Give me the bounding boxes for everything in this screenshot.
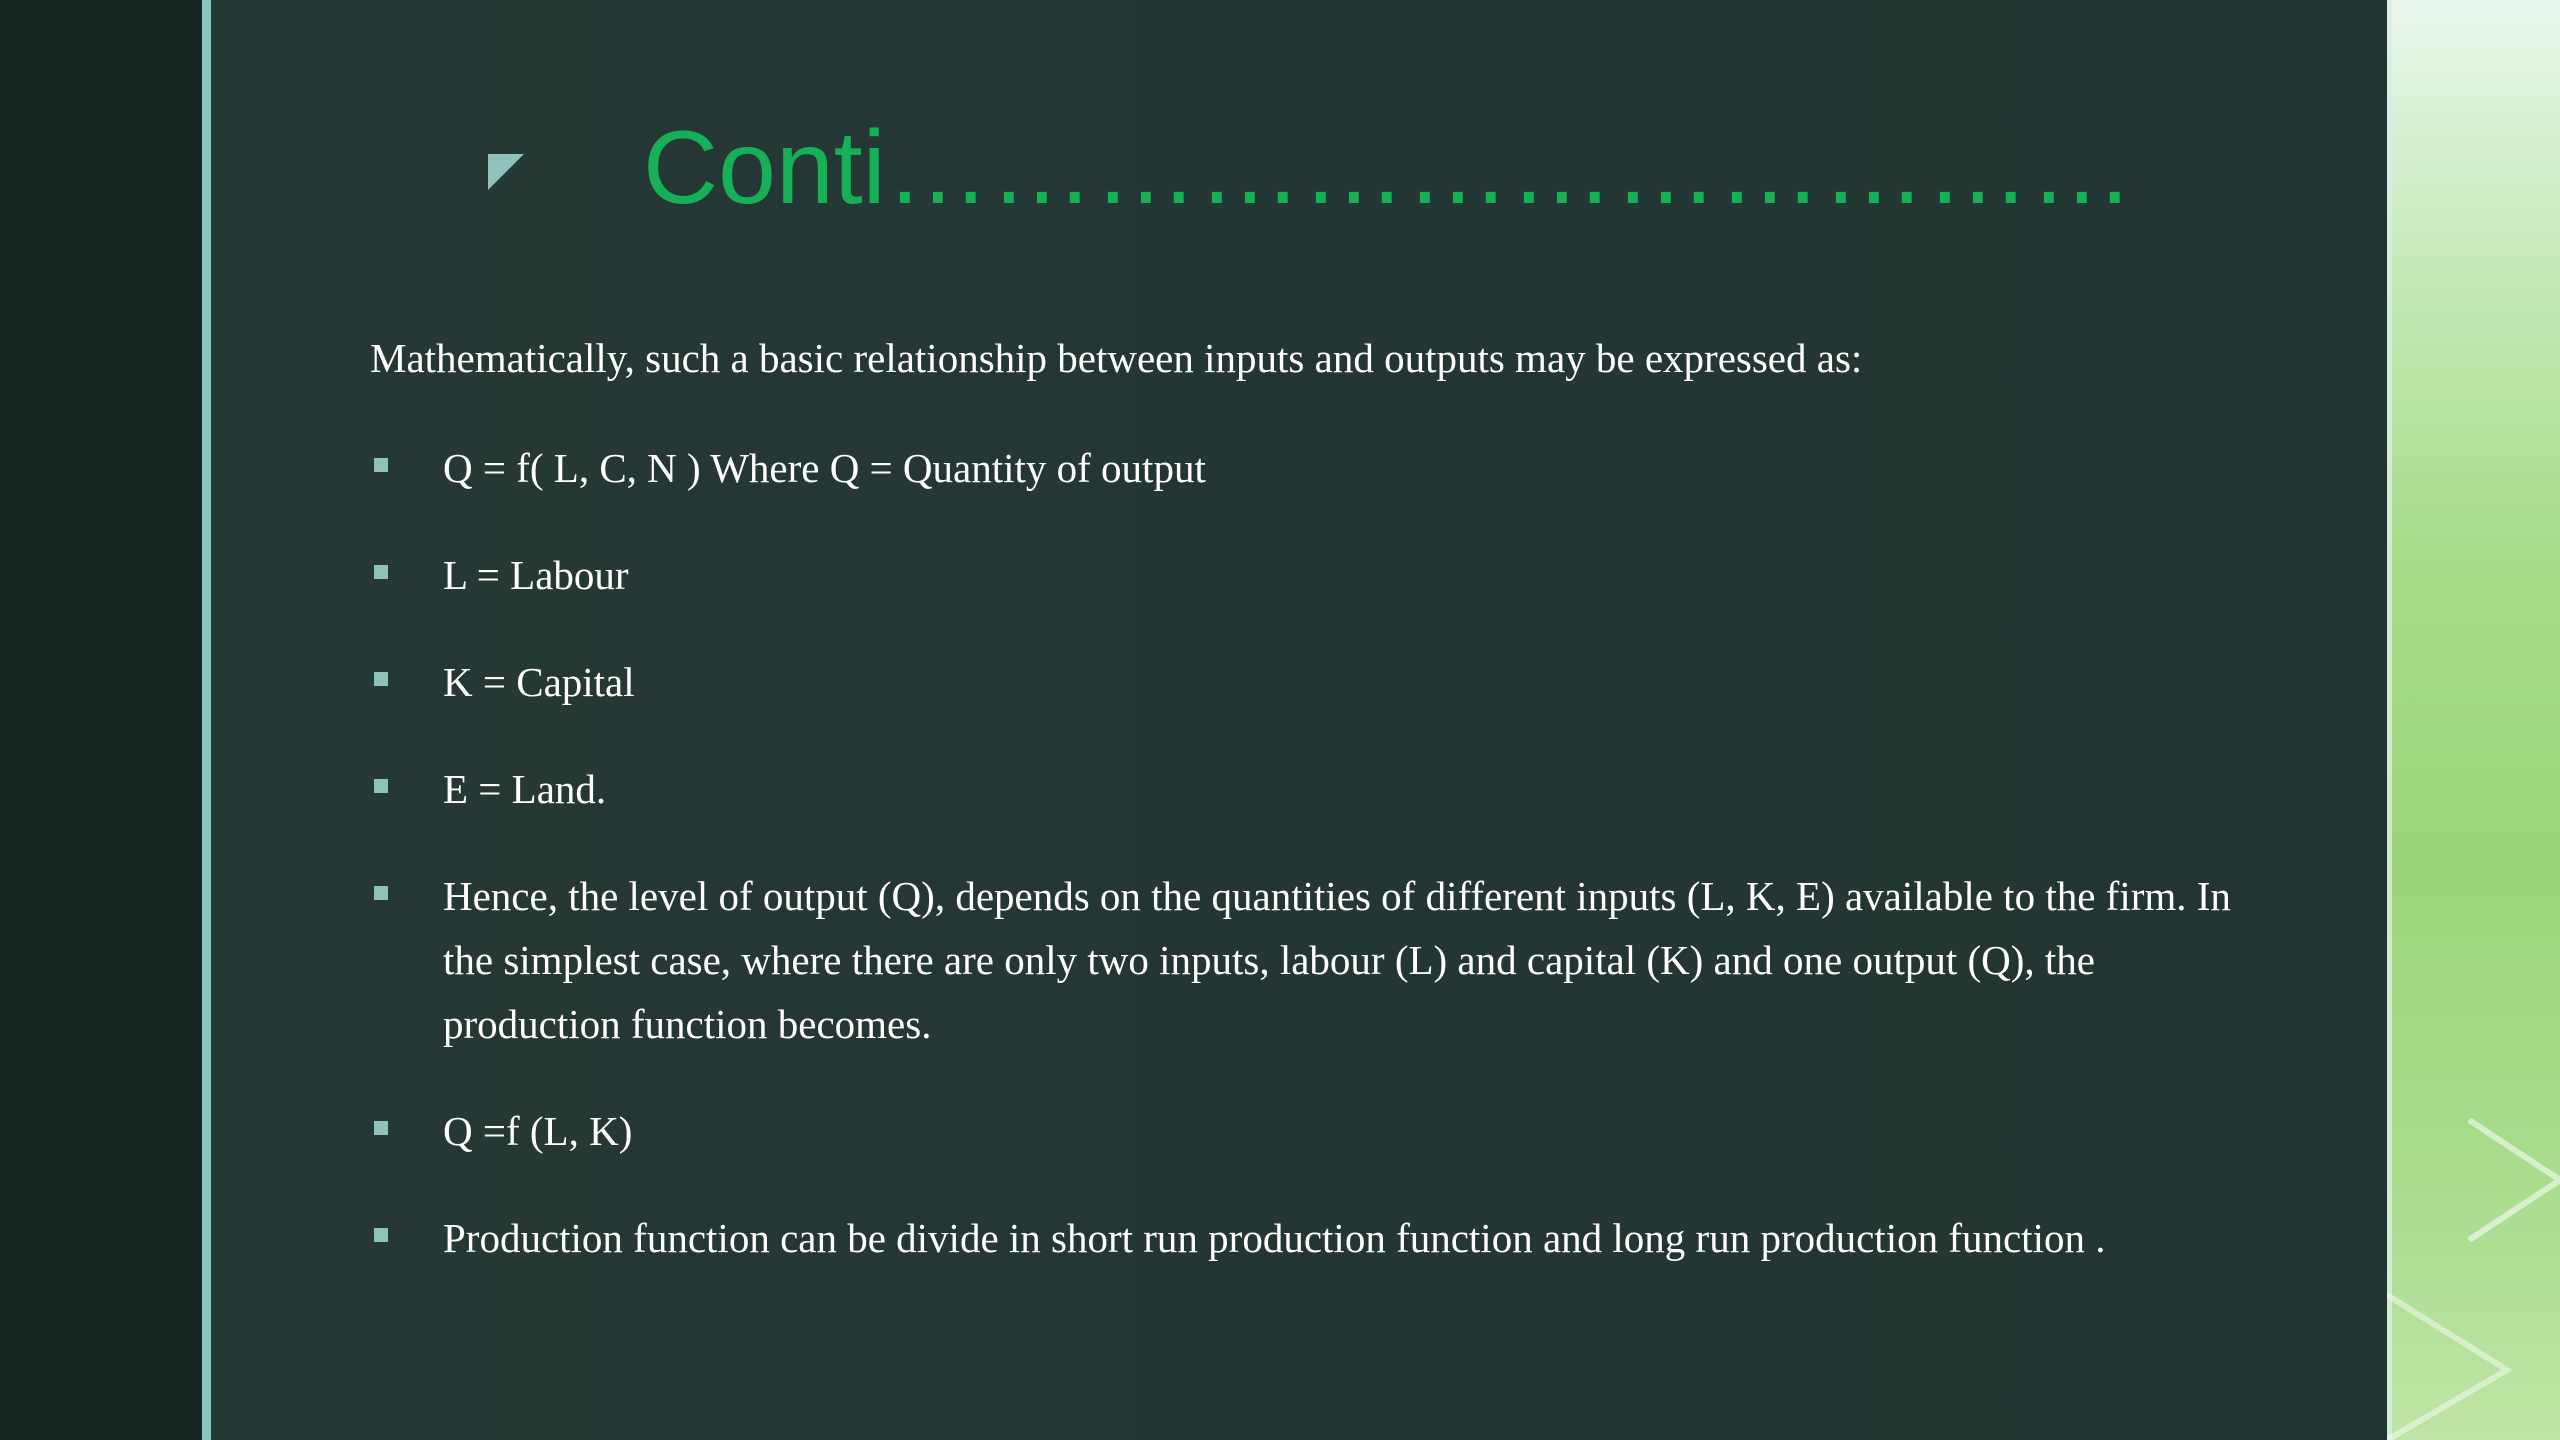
bullet-text: Q = f( L, C, N ) Where Q = Quantity of output xyxy=(443,445,1206,491)
bullet-text: K = Capital xyxy=(443,659,635,705)
triangle-arrow-icon xyxy=(488,154,524,190)
square-bullet-icon xyxy=(374,565,388,579)
intro-text: Mathematically, such a basic relationship between inputs and outputs may be expressed as: xyxy=(370,335,1863,381)
bullet-text: Production function can be divide in short run production function and long run production function . xyxy=(443,1215,2106,1261)
square-bullet-icon xyxy=(374,1228,388,1242)
list-item xyxy=(370,543,2270,607)
chevron-outline-icon xyxy=(2387,0,2560,1440)
square-bullet-icon xyxy=(374,1121,388,1135)
list-item xyxy=(370,650,2270,714)
bullet-list xyxy=(370,436,2270,1313)
left-dark-strip xyxy=(0,0,202,1440)
list-item xyxy=(370,1206,2270,1270)
square-bullet-icon xyxy=(374,458,388,472)
list-item xyxy=(370,436,2270,500)
bullet-text: L = Labour xyxy=(443,552,629,598)
bullet-text: Q =f (L, K) xyxy=(443,1108,633,1154)
list-item xyxy=(370,757,2270,821)
list-item xyxy=(370,864,2270,1056)
square-bullet-icon xyxy=(374,886,388,900)
square-bullet-icon xyxy=(374,779,388,793)
right-decor-panel xyxy=(2387,0,2560,1440)
list-item xyxy=(370,1099,2270,1163)
square-bullet-icon xyxy=(374,672,388,686)
bullet-text: E = Land. xyxy=(443,766,607,812)
left-accent-rule xyxy=(202,0,211,1440)
slide-title: Conti……………………………… xyxy=(643,110,2134,226)
bullet-text: Hence, the level of output (Q), depends on the quantities of different inputs (L, K, E) available to the firm. In the simplest case, where there are only two inputs, labour (L) and capital (K) and one output (Q), the production function becomes. xyxy=(443,873,2231,1047)
